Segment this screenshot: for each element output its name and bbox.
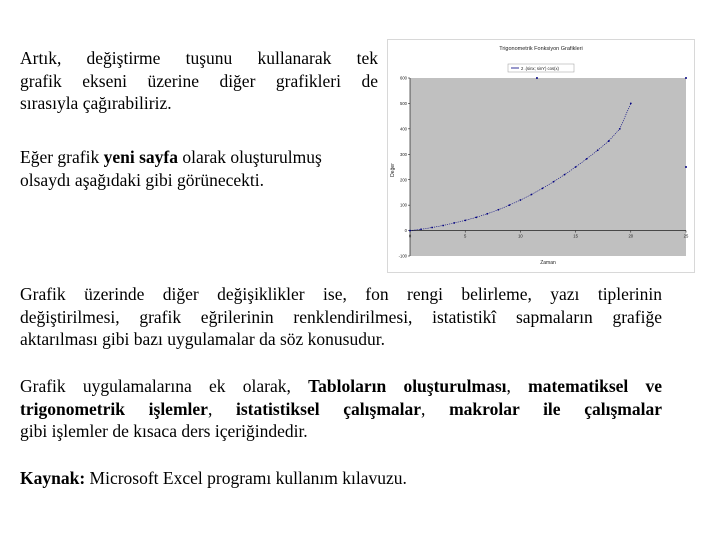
text-segment: olarak oluşturulmuş [177,147,322,167]
chart-y-tick-label: -100 [398,253,407,259]
text-segment: , [207,398,236,419]
chart-point [685,166,687,168]
chart-point [542,187,544,189]
chart-point [597,149,599,151]
bold-term: trigonometrik işlemler [20,398,208,419]
chart-x-tick-label: 10 [518,233,523,239]
text-segment: , [421,398,450,419]
chart-point [420,228,422,230]
chart-point [409,230,411,232]
text-segment: Grafik uygulamalarına ek olarak, [20,376,309,396]
text-line: gibi işlemler de kısaca ders içeriğindedir. [20,421,308,441]
chart-x-tick-label: 15 [573,233,578,239]
chart-point [453,222,455,224]
text-line: değiştirilmesi, grafik eğrilerinin renklendirilmesi, istatistikî sapmaların grafiğe [20,306,662,327]
chart-svg [388,40,694,272]
chart-y-tick-label: 400 [400,126,407,132]
chart-x-tick-label: 20 [628,233,634,239]
chart-ylabel: Değer [390,163,396,177]
chart-point [520,199,522,201]
chart-y-tick-label: 200 [400,177,407,183]
text-line [20,467,662,490]
text-segment: Eğer grafik [20,147,104,167]
chart-point [586,158,588,160]
chart-x-tick-label: 0 [408,233,412,239]
chart-point [536,77,538,79]
chart-point [608,140,610,142]
text-line: aktarılması gibi bazı uygulamalar da söz konusudur. [20,329,385,349]
chart-point [508,204,510,206]
chart-point [553,181,555,183]
chart-title: Trigonometrik Fonksiyon Grafikleri [499,46,583,52]
text-line: Grafik üzerinde diğer değişiklikler ise, fon rengi belirleme, yazı tiplerinin [20,284,662,304]
chart-y-tick-label: 600 [400,75,407,81]
chart-xlabel: Zaman [540,260,556,266]
chart-figure [387,39,695,273]
chart-point [475,216,477,218]
chart-y-tick-label: 100 [400,202,407,208]
source-text: Microsoft Excel programı kullanım kılavuzu. [85,468,407,488]
chart-x-tick-label: 5 [464,233,467,239]
text-line [20,398,662,421]
text-line: Artık, değiştirme tuşunu kullanarak tek [20,48,378,68]
chart-point [564,174,566,176]
text-segment: , [506,376,529,396]
text-line: grafik ekseni üzerine diğer grafikleri de [20,70,378,91]
chart-point [685,77,687,79]
chart-point [619,128,621,130]
chart-x-tick-label: 25 [683,233,689,239]
chart-point [531,194,533,196]
chart-y-tick-label: 300 [400,151,407,157]
source-label: Kaynak: [20,468,86,488]
chart-point [486,213,488,215]
bold-term: istatistiksel çalışmalar [235,398,422,419]
chart-point [575,166,577,168]
text-line: olsaydı aşağıdaki gibi görünecekti. [20,169,264,190]
bold-term: Tabloların oluşturulması [308,376,507,396]
chart-point [431,227,433,229]
bold-term: makrolar ile çalışmalar [449,398,662,419]
text-line [20,375,662,398]
chart-legend-label: 2 .(sinx; sinY) cos(x) [521,66,559,71]
bold-term: yeni sayfa [103,147,178,167]
paragraph-source [20,467,662,490]
chart-y-tick-label: 0 [404,228,407,234]
chart-point [464,220,466,222]
chart-y-tick-label: 500 [400,101,407,107]
paragraph-new-sheet [20,146,378,191]
text-line [20,146,378,169]
paragraph-intro [20,47,378,115]
chart-plot-area [410,78,686,256]
text-line: sırasıyla çağırabiliriz. [20,93,172,113]
chart-point [630,103,632,105]
paragraph-other-changes [20,283,662,351]
chart-point [497,209,499,211]
paragraph-course-content [20,375,662,443]
chart-point [442,225,444,227]
bold-term: matematiksel ve [528,376,663,396]
